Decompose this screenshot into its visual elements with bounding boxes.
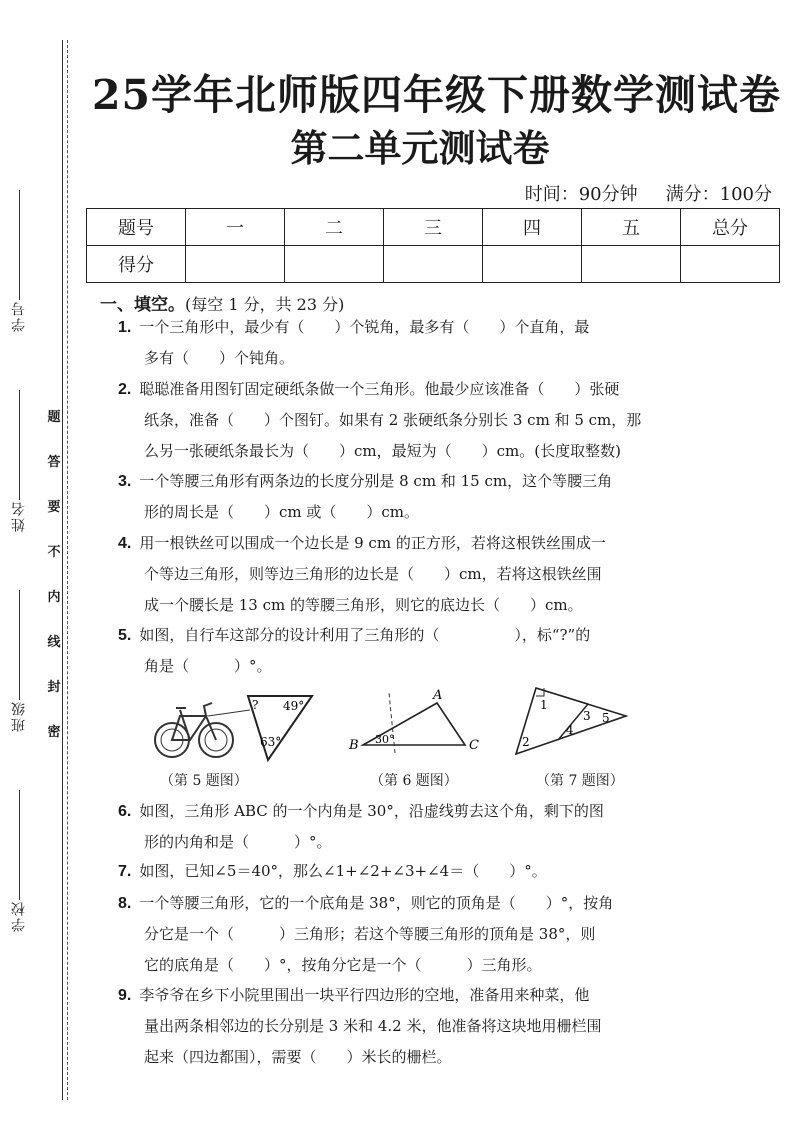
seal-char: 封 xyxy=(47,680,61,695)
table-cell: 得分 xyxy=(87,246,186,283)
table-cell: 一 xyxy=(186,209,285,246)
question-8 xyxy=(118,888,678,981)
section-note: (每空 1 分，共 23 分) xyxy=(185,295,345,314)
question-text: 起来（四边都围），需要（ ）米长的栅栏。 xyxy=(144,1048,452,1066)
table-cell: 四 xyxy=(483,209,582,246)
question-text: 一个等腰三角形有两条边的长度分别是 8 cm 和 15 cm，这个等腰三角 xyxy=(139,472,613,490)
angle-3-label: 3 xyxy=(583,709,591,723)
score-table-score-row xyxy=(87,246,780,283)
page-title: 25学年北师版四年级下册数学测试卷 xyxy=(92,71,782,119)
question-number: 8. xyxy=(118,895,132,912)
question-text: 用一根铁丝可以围成一个边长是 9 cm 的正方形，若将这根铁丝围成一 xyxy=(139,534,606,552)
seal-char: 题 xyxy=(47,410,61,425)
score-input-cell[interactable] xyxy=(285,246,384,283)
question-number: 7. xyxy=(118,863,132,880)
question-text: 多有（ ）个钝角。 xyxy=(144,349,295,367)
page-subtitle: 第二单元测试卷 xyxy=(290,126,550,170)
question-number: 4. xyxy=(118,535,132,552)
question-number: 9. xyxy=(118,987,132,1004)
question-text: 如图，自行车这部分的设计利用了三角形的（ ），标“?”的 xyxy=(139,626,591,644)
table-cell: 题号 xyxy=(87,209,186,246)
question-text: 聪聪准备用图钉固定硬纸条做一个三角形。他最少应该准备（ ）张硬 xyxy=(139,380,620,398)
class-label: 班级 xyxy=(11,700,27,732)
table-cell: 二 xyxy=(285,209,384,246)
exam-info xyxy=(525,180,772,206)
school-label: 学校 xyxy=(11,900,27,932)
margin-dashed-line xyxy=(67,40,68,1100)
unknown-angle-label: ? xyxy=(252,698,259,712)
question-7 xyxy=(118,856,678,887)
figure-5-caption: （第 5 题图） xyxy=(160,773,248,789)
seal-line-text xyxy=(44,395,64,755)
angle-5-label: 5 xyxy=(602,711,610,725)
seal-char: 要 xyxy=(47,500,61,515)
figure-6-caption: （第 6 题图） xyxy=(370,773,458,789)
question-text: 如图，三角形 ABC 的一个内角是 30°，沿虚线剪去这个角，剩下的图 xyxy=(139,802,604,820)
question-9 xyxy=(118,980,678,1073)
figure-7-caption: （第 7 题图） xyxy=(536,773,624,789)
question-4 xyxy=(118,528,678,621)
question-5 xyxy=(118,620,678,682)
student-id-field[interactable] xyxy=(6,190,32,332)
figure-6 xyxy=(345,685,495,765)
seal-char: 答 xyxy=(47,455,61,470)
student-id-label: 学号 xyxy=(11,300,27,332)
question-text: 量出两条相邻边的长分别是 3 米和 4.2 米，他准备将这块地用栅栏围 xyxy=(144,1017,602,1035)
table-cell: 三 xyxy=(384,209,483,246)
class-field[interactable] xyxy=(6,590,32,732)
question-text: 如图，已知∠5＝40°，那么∠1+∠2+∠3+∠4＝（ ）°。 xyxy=(139,862,547,880)
seal-char: 密 xyxy=(47,725,61,740)
question-number: 5. xyxy=(118,627,132,644)
name-field[interactable] xyxy=(6,390,32,532)
angle-1-label: 1 xyxy=(540,698,548,712)
question-text: 一个等腰三角形，它的一个底角是 38°，则它的顶角是（ ）°，按角 xyxy=(139,894,614,912)
angle-4-label: 4 xyxy=(566,723,574,737)
angle-top-label: 49° xyxy=(283,699,305,713)
question-number: 6. xyxy=(118,803,132,820)
seal-char: 不 xyxy=(47,545,61,560)
angle-bottom-label: 63° xyxy=(260,735,282,749)
question-1 xyxy=(118,312,678,374)
question-text: 么另一张硬纸条最长为（ ）cm，最短为（ ）cm。(长度取整数) xyxy=(144,442,621,460)
bicycle-icon xyxy=(155,703,233,757)
question-text: 分它是一个（ ）三角形；若这个等腰三角形的顶角是 38°，则 xyxy=(144,925,596,943)
figure-7 xyxy=(508,682,638,762)
angle-2-label: 2 xyxy=(522,735,530,749)
question-text: 形的内角和是（ ）°。 xyxy=(144,833,332,851)
name-label: 姓名 xyxy=(11,500,27,532)
score-input-cell[interactable] xyxy=(681,246,780,283)
score-table xyxy=(86,208,780,283)
score-input-cell[interactable] xyxy=(384,246,483,283)
vertex-b-label: B xyxy=(349,738,359,753)
score-input-cell[interactable] xyxy=(483,246,582,283)
question-text: 一个三角形中，最少有（ ）个锐角，最多有（ ）个直角，最 xyxy=(139,318,590,336)
question-text: 纸条，准备（ ）个图钉。如果有 2 张硬纸条分别长 3 cm 和 5 cm，那 xyxy=(144,411,642,429)
score-input-cell[interactable] xyxy=(582,246,681,283)
vertex-a-label: A xyxy=(433,688,443,703)
question-number: 2. xyxy=(118,381,132,398)
table-cell: 五 xyxy=(582,209,681,246)
question-2 xyxy=(118,374,678,467)
question-text: 角是（ ）°。 xyxy=(144,657,272,675)
score-label: 满分：100分 xyxy=(665,184,772,205)
section-title: 一、填空。 xyxy=(100,295,185,315)
angle-b-label: 30° xyxy=(375,733,395,746)
question-number: 1. xyxy=(118,319,132,336)
pointer-line xyxy=(208,710,250,716)
score-table-header-row xyxy=(87,209,780,246)
question-text: 成一个腰长是 13 cm 的等腰三角形，则它的底边长（ ）cm。 xyxy=(144,596,583,614)
figure-5 xyxy=(150,688,330,768)
question-text: 个等边三角形，则等边三角形的边长是（ ）cm，若将这根铁丝围 xyxy=(144,565,602,583)
school-field[interactable] xyxy=(6,790,32,932)
vertex-c-label: C xyxy=(469,738,479,753)
question-text: 它的底角是（ ）°，按角分它是一个（ ）三角形。 xyxy=(144,956,542,974)
seal-char: 内 xyxy=(47,590,61,605)
score-input-cell[interactable] xyxy=(186,246,285,283)
question-text: 形的周长是（ ）cm 或（ ）cm。 xyxy=(144,503,420,521)
question-number: 3. xyxy=(118,473,132,490)
table-cell: 总分 xyxy=(681,209,780,246)
seal-char: 线 xyxy=(47,635,61,650)
time-label: 时间：90分钟 xyxy=(524,184,638,205)
question-text: 李爷爷在乡下小院里围出一块平行四边形的空地，准备用来种菜，他 xyxy=(139,986,590,1004)
question-3 xyxy=(118,466,678,528)
question-6 xyxy=(118,796,678,858)
